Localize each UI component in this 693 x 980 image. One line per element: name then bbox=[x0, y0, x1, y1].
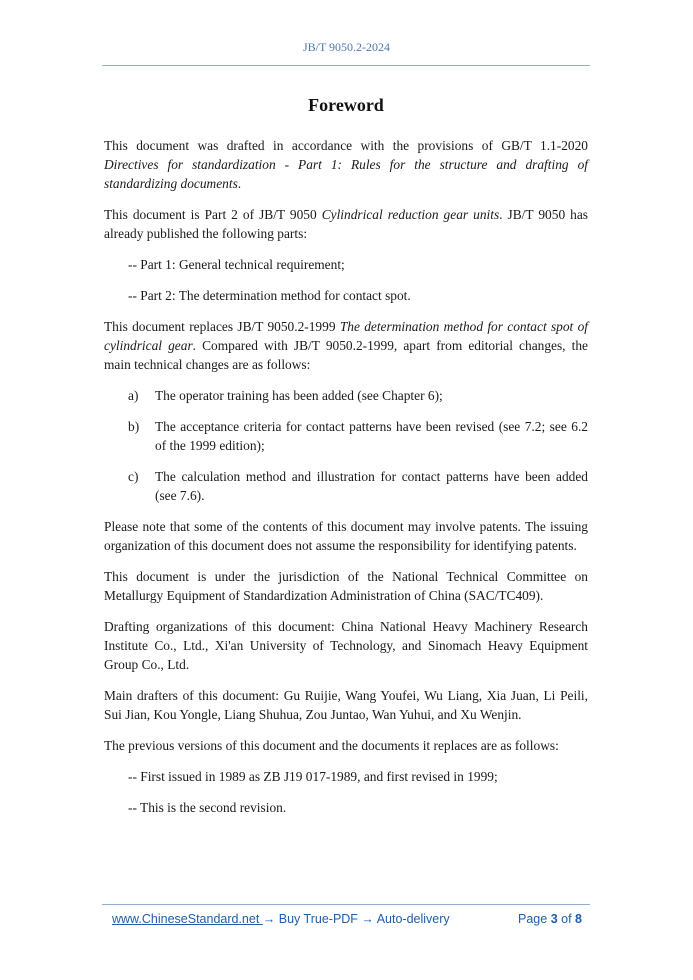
list-marker: b) bbox=[128, 419, 140, 434]
paragraph-main-drafters: Main drafters of this document: Gu Ruijie, Wang Youfei, Wu Liang, Xia Juan, Li Peili, Sui Jian, Kou Yongle, Liang Shuhua, Zou Juntao, Wan Yuhui, and Xu Wenjin. bbox=[104, 688, 588, 722]
footer-promo bbox=[112, 912, 450, 926]
part-info-text: This document is Part 2 of JB/T 9050 bbox=[104, 207, 322, 222]
replaces-text: This document replaces JB/T 9050.2-1999 bbox=[104, 319, 340, 334]
current-page-number: 3 bbox=[550, 912, 558, 926]
list-item-change-a bbox=[128, 386, 588, 405]
list-item-part-2: -- Part 2: The determination method for contact spot. bbox=[128, 288, 411, 303]
paragraph-drafting-organizations: Drafting organizations of this document: China National Heavy Machinery Research Institute Co., Ltd., Xi'an University of Technology, and Sinomach Heavy Equipment Group Co., Ltd. bbox=[104, 619, 588, 672]
list-item-history-2: -- This is the second revision. bbox=[128, 800, 287, 815]
footer-divider bbox=[102, 904, 590, 905]
paragraph-replaces bbox=[104, 317, 588, 374]
list-item-text: The acceptance criteria for contact patterns have been revised (see 7.2; see 6.2 of the 1999 edition); bbox=[155, 419, 588, 453]
document-code-header: JB/T 9050.2-2024 bbox=[302, 40, 391, 54]
paragraph-patents: Please note that some of the contents of this document may involve patents. The issuing organization of this document does not assume the responsibility for identifying patents. bbox=[104, 519, 588, 553]
list-marker: c) bbox=[128, 469, 139, 484]
buy-pdf-link[interactable]: → Buy True-PDF → Auto-delivery bbox=[262, 912, 450, 926]
list-item-text: The calculation method and illustration for contact patterns have been added (see 7.6). bbox=[155, 469, 588, 503]
paragraph-part-info bbox=[104, 205, 588, 243]
page-indicator bbox=[518, 912, 582, 926]
list-marker: a) bbox=[128, 388, 139, 403]
list-item-part-1: -- Part 1: General technical requirement; bbox=[128, 257, 345, 272]
page-content bbox=[104, 92, 588, 829]
drafting-basis-end: . bbox=[237, 176, 242, 191]
replaces-end: . Compared with JB/T 9050.2-1999, apart from editorial changes, the main technical changes are as follows: bbox=[104, 338, 588, 372]
drafting-basis-title: Directives for standardization - Part 1: Rules for the structure and drafting of standardizing documents bbox=[104, 157, 588, 191]
drafting-basis-text: This document was drafted in accordance with the provisions of GB/T 1.1-2020 bbox=[104, 138, 588, 153]
list-item-history-1: -- First issued in 1989 as ZB J19 017-1989, and first revised in 1999; bbox=[128, 769, 498, 784]
page-title: Foreword bbox=[308, 95, 384, 115]
list-item-change-b bbox=[128, 417, 588, 455]
of-label: of bbox=[561, 912, 572, 926]
header-divider bbox=[102, 65, 590, 66]
page-footer bbox=[112, 912, 582, 930]
total-page-count: 8 bbox=[575, 912, 582, 926]
paragraph-drafting-basis bbox=[104, 136, 588, 193]
paragraph-jurisdiction: This document is under the jurisdiction of the National Technical Committee on Metallurgy Equipment of Standardization Administration of China (SAC/TC409). bbox=[104, 569, 588, 603]
part-info-end: . JB/T 9050 has already published the following parts: bbox=[104, 207, 589, 241]
list-item-change-c bbox=[128, 467, 588, 505]
replaces-title: The determination method for contact spot of cylindrical gear bbox=[104, 319, 588, 353]
paragraph-previous-versions: The previous versions of this document and the documents it replaces are as follows: bbox=[104, 738, 559, 753]
list-item-text: The operator training has been added (see Chapter 6); bbox=[155, 388, 443, 403]
page-label: Page bbox=[518, 912, 548, 926]
part-info-title: Cylindrical reduction gear units bbox=[321, 207, 500, 222]
website-link[interactable]: www.ChineseStandard.net bbox=[112, 912, 263, 926]
